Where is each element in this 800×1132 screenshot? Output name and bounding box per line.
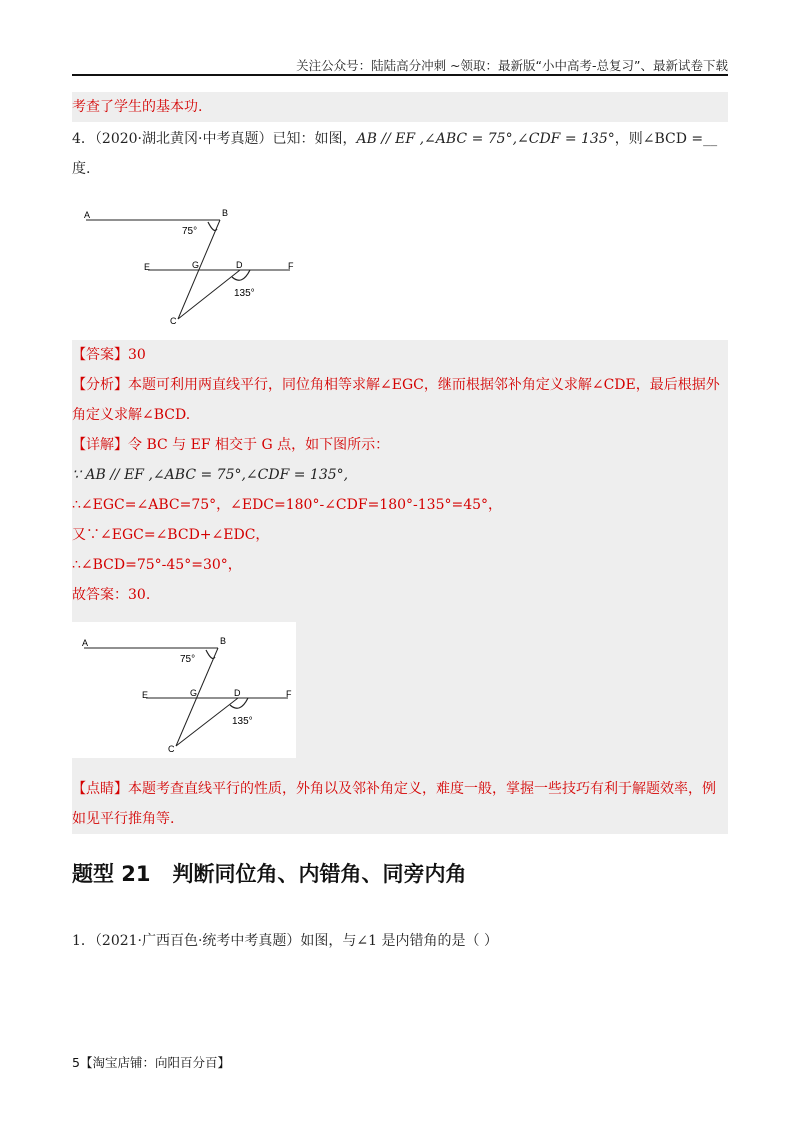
detail-line-6: 故答案：30. (72, 580, 728, 610)
detail-line-5: ∴∠BCD=75°-45°=30°， (72, 550, 728, 580)
analysis-label: 【分析】 (72, 377, 128, 393)
page-footer: 5【淘宝店铺：向阳百分百】 (72, 1055, 230, 1070)
question-4-number: 4． (72, 131, 95, 147)
header-rule (72, 74, 728, 76)
angle-label-75-2: 75° (180, 654, 196, 665)
label-g: G (192, 260, 200, 270)
label-e: E (144, 262, 151, 272)
label-e-2: E (142, 690, 149, 700)
section-title (72, 858, 467, 888)
detail-label: 【详解】 (72, 437, 128, 453)
detail-line-1 (72, 430, 728, 460)
angle-label-135-2: 135° (232, 716, 253, 727)
section-type: 题型 21 (72, 862, 151, 886)
answer-line (72, 340, 728, 370)
question-4-source: （2020·湖北黄冈·中考真题）已知：如图， (94, 131, 357, 147)
label-c-2: C (168, 744, 175, 754)
label-f: F (288, 261, 294, 271)
question-4-ask: ，则∠BCD = (614, 131, 704, 147)
question-4-line-2: 度. (72, 161, 91, 177)
line-dc-2 (176, 698, 238, 746)
angle-label-75: 75° (182, 226, 198, 237)
analysis-line-2: 角定义求解∠BCD. (72, 400, 728, 430)
geometry-figure-1-svg (72, 204, 300, 328)
label-c: C (170, 316, 177, 326)
angle-label-135: 135° (234, 288, 255, 299)
angle-arc-135-2 (230, 698, 248, 708)
label-a: A (84, 210, 91, 220)
question-4-condition: AB // EF ,∠ABC = 75°,∠CDF = 135° (356, 131, 615, 147)
detail-line-4: 又∵∠EGC=∠BCD+∠EDC， (72, 520, 728, 550)
label-a-2: A (82, 638, 89, 648)
label-d: D (236, 260, 243, 270)
solution-block (72, 340, 728, 834)
geometry-figure-1 (72, 204, 300, 328)
section-heading: 判断同位角、内错角、同旁内角 (172, 862, 467, 886)
question-1: 1．（2021·广西百色·统考中考真题）如图，与∠1 是内错角的是（ ） (72, 933, 498, 949)
question-4 (72, 124, 728, 184)
geometry-figure-2 (72, 622, 296, 758)
label-f-2: F (286, 689, 292, 699)
question-4-line-1 (72, 124, 728, 154)
comment-text-1: 本题考查直线平行的性质，外角以及邻补角定义，难度一般，掌握一些技巧有利于解题效率，例 (128, 781, 716, 797)
line-dc (178, 270, 240, 319)
comment-label: 【点睛】 (72, 781, 128, 797)
label-b-2: B (220, 636, 227, 646)
analysis-line-1 (72, 370, 728, 400)
analysis-text-1: 本题可利用两直线平行，同位角相等求解∠EGC，继而根据邻补角定义求解∠CDE，最后根据外 (128, 377, 720, 393)
angle-arc-135 (232, 270, 250, 280)
previous-answer-tail-text: 考查了学生的基本功. (72, 99, 203, 115)
question-4-blank: __ (703, 131, 718, 147)
detail-line-3: ∴∠EGC=∠ABC=75°，∠EDC=180°-∠CDF=180°-135°=45°， (72, 490, 728, 520)
answer-label: 【答案】 (72, 347, 128, 363)
comment-line-2: 如见平行推角等. (72, 804, 728, 834)
label-g-2: G (190, 688, 198, 698)
geometry-figure-2-svg (72, 622, 296, 758)
answer-value: 30 (128, 347, 146, 363)
label-b: B (222, 208, 229, 218)
comment-line-1 (72, 774, 728, 804)
solution-figure-area (72, 610, 728, 774)
detail-text-2: ∵ AB // EF ,∠ABC = 75°,∠CDF = 135°, (72, 467, 349, 483)
label-d-2: D (234, 688, 241, 698)
detail-text-1: 令 BC 与 EF 相交于 G 点，如下图所示： (128, 437, 390, 453)
detail-line-2 (72, 460, 728, 490)
previous-answer-tail (72, 92, 728, 122)
page-header: 关注公众号：陆陆高分冲刺 ~领取：最新版“小中高考-总复习”、最新试卷下载 (296, 58, 728, 73)
